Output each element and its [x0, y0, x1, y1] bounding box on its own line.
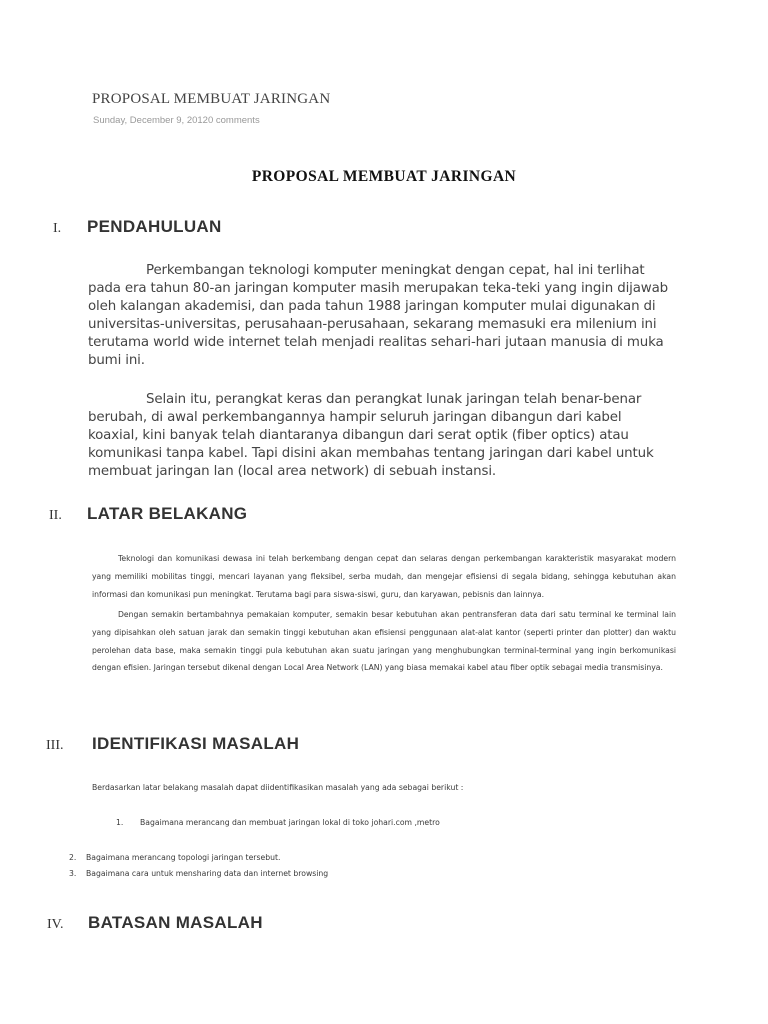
- post-title[interactable]: PROPOSAL MEMBUAT JARINGAN: [92, 91, 331, 107]
- section-4-heading: BATASAN MASALAH: [88, 913, 263, 932]
- section-1-number: I.: [53, 221, 62, 236]
- section-2-number: II.: [49, 508, 62, 523]
- section-4-number: IV.: [47, 917, 64, 932]
- list-item-2-number: 2.: [69, 853, 77, 862]
- post-meta: Sunday, December 9, 20120 comments: [93, 115, 260, 126]
- list-item-2-text: Bagaimana merancang topologi jaringan tersebut.: [86, 853, 281, 862]
- section-1-paragraph-2: Selain itu, perangkat keras dan perangkat lunak jaringan telah benar-benar berubah, di awal perkembangannya hampir seluruh jaringan dibangun dari kabel koaxial, kini banyak telah diantaranya dibangun dari serat optik (fiber optics) atau komunikasi tanpa kabel. Tapi disini akan membahas tentang jaringan dari kabel untuk membuat jaringan lan (local area network) di sebuah instansi.: [88, 392, 654, 479]
- section-2-paragraph-1: Teknologi dan komunikasi dewasa ini telah berkembang dengan cepat dan selaras dengan perkembangan karakteristik masyarakat modern yang memiliki mobilitas tinggi, mencari layanan yang fleksibel, serba mudah, dan mengejar efisiensi di segala bidang, sehingga kebutuhan akan informasi dan komunikasi pun meningkat. Terutama bagi para siswa-siswi, guru, dan karyawan, pebisnis dan lainnya.: [92, 554, 676, 599]
- list-item-1-text: Bagaimana merancang dan membuat jaringan lokal di toko johari.com ,metro: [140, 818, 440, 827]
- document-title: PROPOSAL MEMBUAT JARINGAN: [251, 168, 517, 185]
- section-3-number: III.: [46, 738, 64, 753]
- section-2-paragraph-2: Dengan semakin bertambahnya pemakaian komputer, semakin besar kebutuhan akan pentransferan data dari satu terminal ke terminal lain yang dipisahkan oleh satuan jarak dan semakin tinggi kebutuhan akan efisiensi penggunaan alat-alat kantor (seperti printer dan plotter) dan waktu perolehan data base, maka semakin tinggi pula kebutuhan akan suatu jaringan yang menghubungkan terminal-terminal yang ingin berkomunikasi dengan efisien. Jaringan tersebut dikenal dengan Local Area Network (LAN) yang biasa memakai kabel atau fiber optik sebagai media transmisinya.: [92, 610, 676, 673]
- section-3-intro: Berdasarkan latar belakang masalah dapat diidentifikasikan masalah yang ada sebagai berikut :: [92, 783, 464, 792]
- section-1-heading: PENDAHULUAN: [87, 217, 222, 236]
- section-2-heading: LATAR BELAKANG: [87, 504, 248, 523]
- section-1-paragraph-1: Perkembangan teknologi komputer meningkat dengan cepat, hal ini terlihat pada era tahun 80-an jaringan komputer masih merupakan teka-teki yang ingin dijawab oleh kalangan akademisi, dan pada tahun 1988 jaringan komputer mulai digunakan di universitas-universitas, perusahaan-perusahaan, sekarang memasuki era milenium ini terutama world wide internet telah menjadi realitas sehari-hari jutaan manusia di muka bumi ini.: [88, 263, 669, 368]
- list-item-3-number: 3.: [69, 869, 77, 878]
- list-item-3-text: Bagaimana cara untuk mensharing data dan internet browsing: [86, 869, 329, 878]
- section-3-heading: IDENTIFIKASI MASALAH: [92, 734, 300, 753]
- list-item-1-number: 1.: [116, 818, 124, 827]
